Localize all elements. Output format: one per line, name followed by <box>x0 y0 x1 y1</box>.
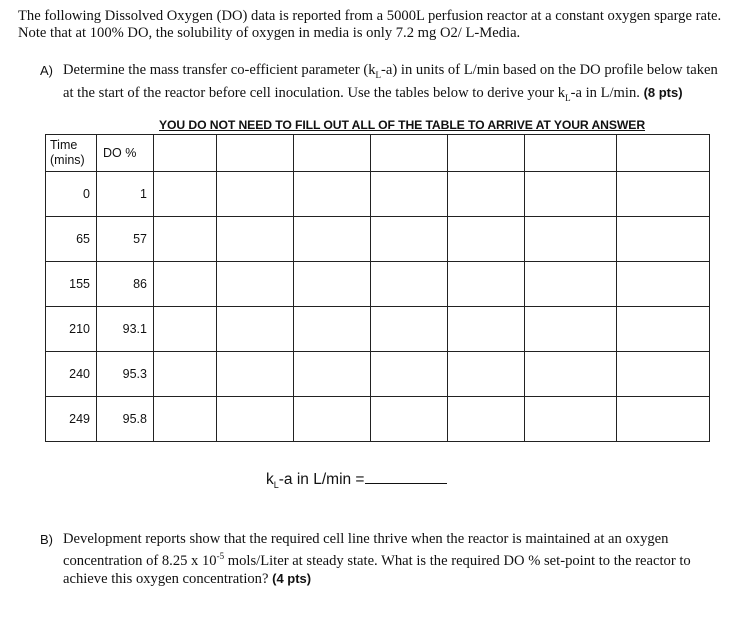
problem-intro <box>18 8 724 42</box>
empty-cell[interactable] <box>371 262 448 307</box>
empty-cell[interactable] <box>217 307 294 352</box>
empty-cell[interactable] <box>525 262 617 307</box>
intro-line-2: Note that at 100% DO, the solubility of oxygen in media is only 7.2 mg O2/ L-Media. <box>18 25 521 41</box>
empty-cell[interactable] <box>294 397 371 442</box>
empty-cell[interactable] <box>294 172 371 217</box>
table-header-row <box>46 135 710 172</box>
question-b-label: B) <box>40 532 53 547</box>
header-do: DO % <box>97 135 154 172</box>
empty-cell[interactable] <box>448 217 525 262</box>
empty-cell[interactable] <box>525 352 617 397</box>
question-a-points: (8 pts) <box>643 84 683 100</box>
empty-cell[interactable] <box>448 135 525 172</box>
empty-cell[interactable] <box>154 307 217 352</box>
time-cell: 210 <box>46 307 97 352</box>
intro-line-1: The following Dissolved Oxygen (DO) data is reported from a 5000L perfusion reactor at a constant oxygen sparge rate. <box>18 8 722 24</box>
header-time: Time (mins) <box>46 135 97 172</box>
do-cell: 86 <box>97 262 154 307</box>
do-cell: 95.3 <box>97 352 154 397</box>
question-b-text: Development reports show that the required cell line thrive when the reactor is maintained at an oxygen concentration of 8.25 x $10^{-5}$ mols/Liter at steady state. What is the required DO % set-point to the reactor to achieve this oxygen concentration? (4 pts) <box>63 531 691 587</box>
table-row <box>46 397 710 442</box>
empty-cell[interactable] <box>371 397 448 442</box>
do-cell: 1 <box>97 172 154 217</box>
empty-cell[interactable] <box>448 172 525 217</box>
empty-cell[interactable] <box>617 352 710 397</box>
question-a-text: Determine the mass transfer co-efficient parameter $(k_L-a)$ in units of L/min based on the DO profile below taken at the start of the reactor before cell inoculation. Use the tables below to derive your $k_L-a$ in L/min. (8 pts) <box>63 62 718 103</box>
empty-cell[interactable] <box>217 172 294 217</box>
question-a-label: A) <box>40 63 53 78</box>
empty-cell[interactable] <box>217 352 294 397</box>
empty-cell[interactable] <box>617 135 710 172</box>
empty-cell[interactable] <box>371 217 448 262</box>
do-cell: 93.1 <box>97 307 154 352</box>
empty-cell[interactable] <box>525 135 617 172</box>
empty-cell[interactable] <box>525 307 617 352</box>
empty-cell[interactable] <box>371 135 448 172</box>
empty-cell[interactable] <box>448 307 525 352</box>
table-body <box>46 135 710 442</box>
question-a <box>40 62 720 107</box>
empty-cell[interactable] <box>154 397 217 442</box>
kla-answer-blank[interactable] <box>365 469 447 484</box>
do-data-table <box>45 134 710 442</box>
empty-cell[interactable] <box>617 307 710 352</box>
empty-cell[interactable] <box>154 217 217 262</box>
empty-cell[interactable] <box>154 135 217 172</box>
empty-cell[interactable] <box>217 397 294 442</box>
question-b <box>40 531 720 588</box>
table-row <box>46 352 710 397</box>
empty-cell[interactable] <box>371 172 448 217</box>
empty-cell[interactable] <box>525 217 617 262</box>
table-row <box>46 307 710 352</box>
time-cell: 65 <box>46 217 97 262</box>
empty-cell[interactable] <box>154 172 217 217</box>
table-note: YOU DO NOT NEED TO FILL OUT ALL OF THE TABLE TO ARRIVE AT YOUR ANSWER <box>159 118 646 132</box>
empty-cell[interactable] <box>617 172 710 217</box>
empty-cell[interactable] <box>525 397 617 442</box>
empty-cell[interactable] <box>217 217 294 262</box>
table-row <box>46 172 710 217</box>
empty-cell[interactable] <box>617 262 710 307</box>
kla-answer-line: $k_L-a$ in L/min = <box>266 469 447 490</box>
time-cell: 155 <box>46 262 97 307</box>
empty-cell[interactable] <box>154 262 217 307</box>
empty-cell[interactable] <box>448 352 525 397</box>
empty-cell[interactable] <box>371 307 448 352</box>
empty-cell[interactable] <box>217 135 294 172</box>
empty-cell[interactable] <box>617 217 710 262</box>
empty-cell[interactable] <box>448 397 525 442</box>
empty-cell[interactable] <box>154 352 217 397</box>
empty-cell[interactable] <box>294 217 371 262</box>
do-cell: 57 <box>97 217 154 262</box>
empty-cell[interactable] <box>448 262 525 307</box>
empty-cell[interactable] <box>525 172 617 217</box>
time-cell: 240 <box>46 352 97 397</box>
question-b-points: (4 pts) <box>272 570 312 586</box>
empty-cell[interactable] <box>294 307 371 352</box>
empty-cell[interactable] <box>294 352 371 397</box>
do-cell: 95.8 <box>97 397 154 442</box>
table-row <box>46 217 710 262</box>
time-cell: 249 <box>46 397 97 442</box>
empty-cell[interactable] <box>294 262 371 307</box>
empty-cell[interactable] <box>294 135 371 172</box>
empty-cell[interactable] <box>371 352 448 397</box>
empty-cell[interactable] <box>217 262 294 307</box>
time-cell: 0 <box>46 172 97 217</box>
table-row <box>46 262 710 307</box>
empty-cell[interactable] <box>617 397 710 442</box>
